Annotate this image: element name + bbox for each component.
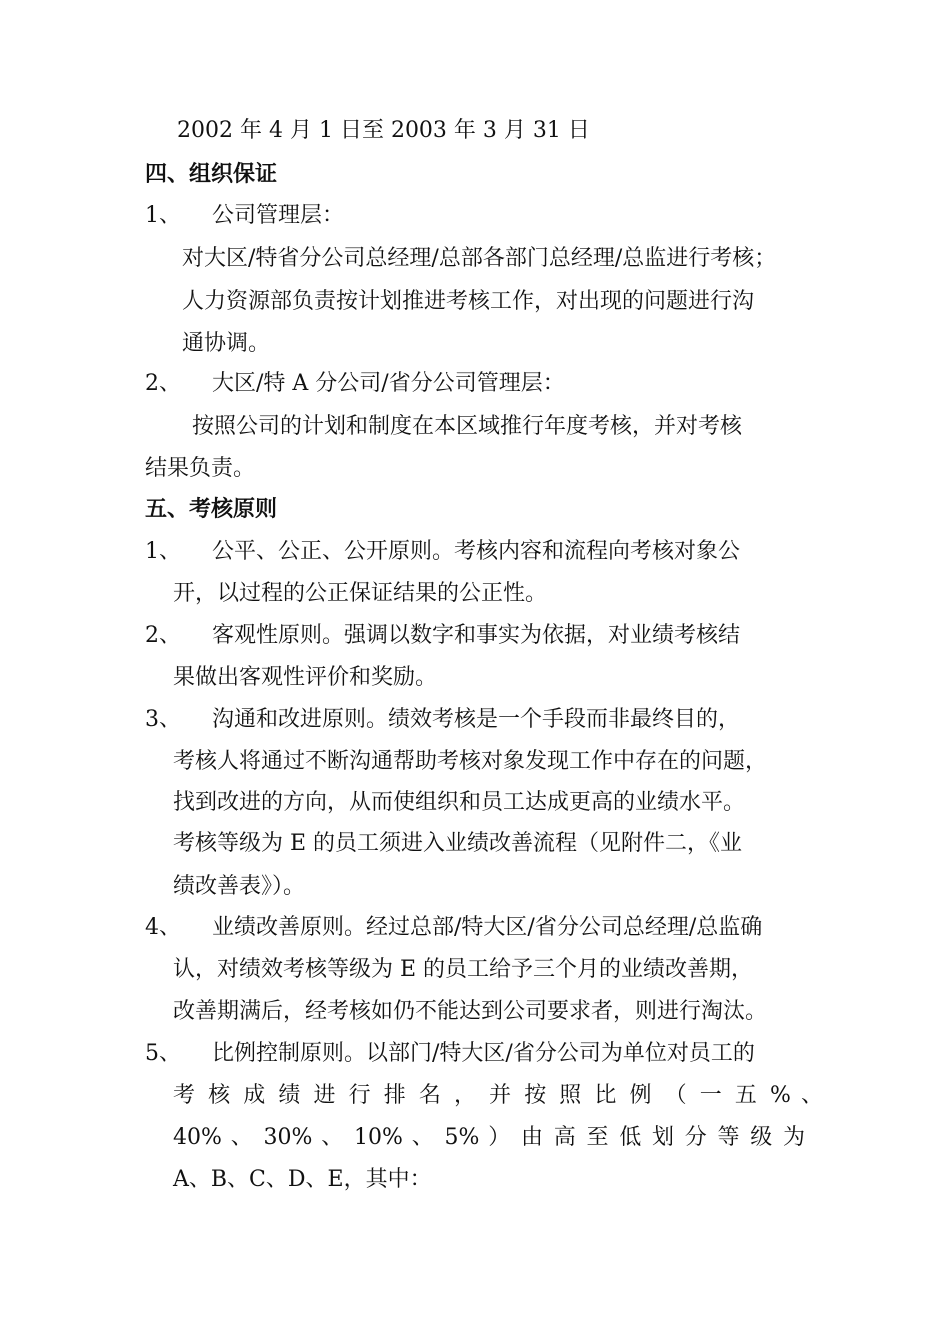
- paragraph-line: 果做出客观性评价和奖励。: [173, 665, 438, 690]
- period-text: 2002 年 4 月 1 日至 2003 年 3 月 31 日: [177, 118, 590, 143]
- paragraph-line: 人力资源部负责按计划推进考核工作，对出现的问题进行沟: [182, 289, 755, 314]
- paragraph-line: A、B、C、D、E，其中：: [173, 1167, 432, 1192]
- item-number: 1、: [145, 203, 181, 228]
- paragraph-line: 结果负责。: [145, 456, 256, 481]
- item-number: 1、: [145, 539, 181, 564]
- paragraph-line: 业绩改善原则。经过总部/特大区/省分公司总经理/总监确: [212, 915, 763, 940]
- paragraph-line: 考核等级为 E 的员工须进入业绩改善流程（见附件二，《业: [173, 831, 743, 856]
- item-title: 公司管理层：: [212, 203, 345, 228]
- paragraph-line: 开，以过程的公正保证结果的公正性。: [173, 581, 548, 606]
- section-heading-organization: 四、组织保证: [145, 162, 278, 187]
- paragraph-line: 对大区/特省分公司总经理/总部各部门总经理/总监进行考核；: [182, 246, 777, 271]
- paragraph-line: 沟通和改进原则。绩效考核是一个手段而非最终目的，: [212, 707, 741, 732]
- paragraph-line: 认，对绩效考核等级为 E 的员工给予三个月的业绩改善期，: [173, 957, 754, 982]
- paragraph-line: 按照公司的计划和制度在本区域推行年度考核，并对考核: [192, 414, 743, 439]
- paragraph-line: 考核人将通过不断沟通帮助考核对象发现工作中存在的问题，: [173, 749, 768, 774]
- paragraph-line: 公平、公正、公开原则。考核内容和流程向考核对象公: [212, 539, 741, 564]
- paragraph-line: 绩改善表》）。: [173, 874, 306, 899]
- item-number: 2、: [145, 623, 181, 648]
- section-heading-principles: 五、考核原则: [145, 497, 278, 522]
- item-number: 2、: [145, 371, 181, 396]
- paragraph-line: 通协调。: [182, 331, 271, 356]
- paragraph-line: 考 核 成 绩 进 行 排 名 ， 并 按 照 比 例 （ 一 五 % 、: [173, 1083, 823, 1108]
- paragraph-line: 40% 、 30% 、 10% 、 5% ） 由 高 至 低 划 分 等 级 为: [173, 1125, 805, 1150]
- item-number: 3、: [145, 707, 181, 732]
- paragraph-line: 找到改进的方向，从而使组织和员工达成更高的业绩水平。: [173, 790, 746, 815]
- paragraph-line: 改善期满后，经考核如仍不能达到公司要求者，则进行淘汰。: [173, 999, 768, 1024]
- item-number: 4、: [145, 915, 181, 940]
- item-number: 5、: [145, 1041, 181, 1066]
- item-title: 大区/特 A 分公司/省分公司管理层：: [212, 371, 565, 396]
- paragraph-line: 客观性原则。强调以数字和事实为依据，对业绩考核结: [212, 623, 741, 648]
- paragraph-line: 比例控制原则。以部门/特大区/省分公司为单位对员工的: [212, 1041, 755, 1066]
